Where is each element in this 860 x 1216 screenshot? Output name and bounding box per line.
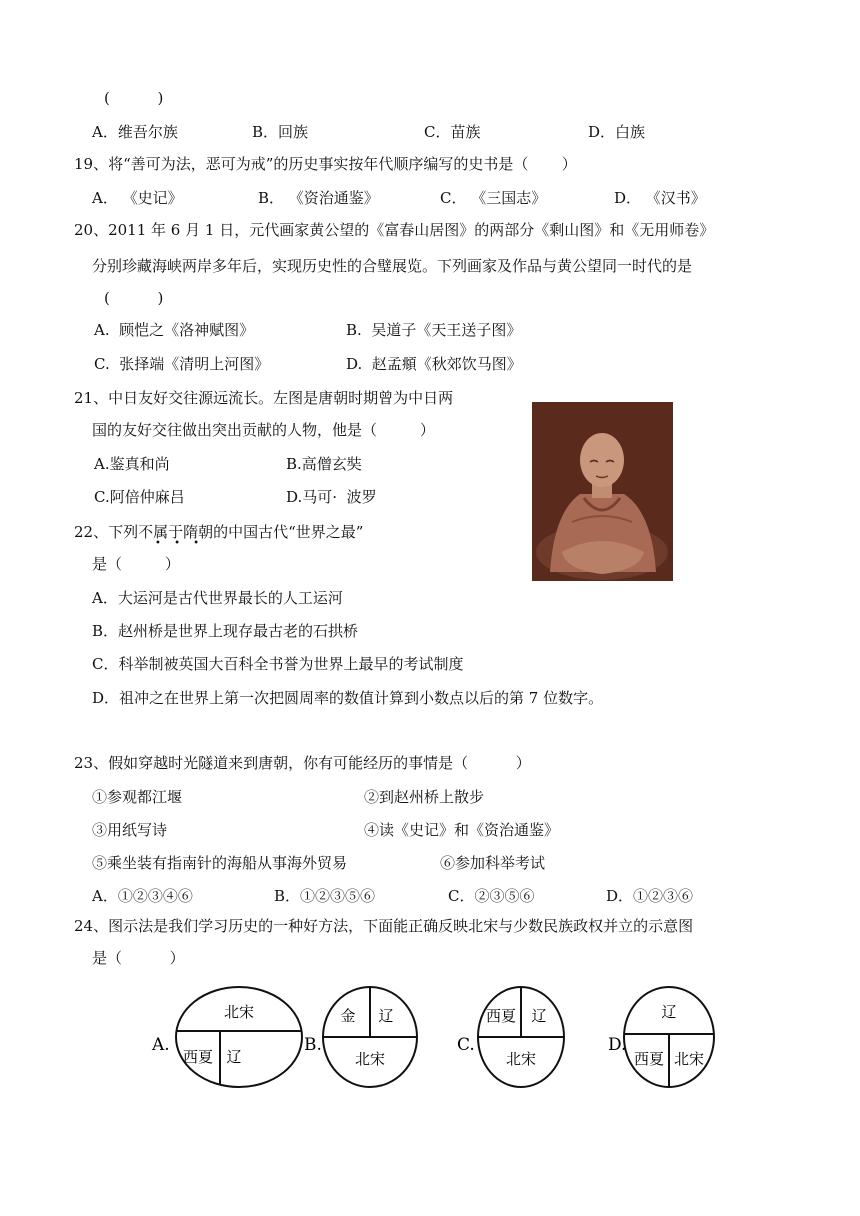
diagram-option-b [302, 984, 452, 1094]
q20-option-a: A. 顾恺之《洛神赋图》 [94, 321, 255, 339]
q24-stem-line2: 是（ ） [92, 949, 185, 967]
q22-option-b: B．赵州桥是世界上现存最古老的石拱桥 [92, 622, 359, 640]
q18-answer-paren: ( ) [104, 89, 164, 107]
q22-option-a: A．大运河是古代世界最长的人工运河 [92, 589, 343, 607]
diagram-b-top-left-label: 金 [340, 1007, 356, 1025]
q19-option-c: C． 《三国志》 [440, 189, 547, 207]
diagram-d-top-label: 辽 [661, 1003, 677, 1021]
diagram-option-c [455, 984, 605, 1094]
diagram-b-bottom-label: 北宋 [354, 1050, 386, 1068]
q22-option-d: D．祖冲之在世界上第一次把圆周率的数值计算到小数点以后的第 7 位数字。 [92, 689, 604, 707]
q23-item-2: ②到赵州桥上散步 [364, 788, 485, 806]
q19-option-d: D． 《汉书》 [614, 189, 706, 207]
diagram-d-letter: D. [608, 1035, 627, 1055]
q22-stem-line1: 22、下列不属于隋朝的中国古代“世界之最” [74, 523, 364, 541]
diagram-option-d [606, 984, 756, 1094]
q20-stem-line2: 分别珍藏海峡两岸多年后，实现历史性的合璧展览。下列画家及作品与黄公望同一时代的是 [92, 257, 693, 275]
q20-answer-paren: ( ) [104, 289, 164, 307]
q21-option-c: C.阿倍仲麻吕 [94, 488, 185, 506]
diagram-c-top-left-label: 西夏 [485, 1007, 517, 1025]
diagram-c-letter: C. [457, 1035, 475, 1055]
q22-option-c: C．科举制被英国大百科全书誉为世界上最早的考试制度 [92, 655, 464, 673]
diagram-b-letter: B. [304, 1035, 322, 1055]
monk-statue-photo [532, 402, 673, 581]
q23-stem: 23、假如穿越时光隧道来到唐朝，你有可能经历的事情是（ ） [74, 754, 531, 772]
diagram-c-top-right-label: 辽 [531, 1007, 547, 1025]
q23-option-d: D．①②③⑥ [606, 887, 694, 905]
q23-option-c: C．②③⑤⑥ [448, 887, 535, 905]
diagram-a-oval [176, 987, 302, 1087]
diagram-a-letter: A. [152, 1035, 170, 1055]
q23-item-1: ①参观都江堰 [92, 788, 183, 806]
q23-item-5: ⑤乘坐装有指南针的海船从事海外贸易 [92, 854, 348, 872]
diagram-d-bottom-right-label: 北宋 [673, 1050, 705, 1068]
q19-option-b: B． 《资治通鉴》 [258, 189, 379, 207]
q23-item-3: ③用纸写诗 [92, 821, 168, 839]
diagram-c-bottom-label: 北宋 [505, 1050, 537, 1068]
diagram-a-top-label: 北宋 [223, 1003, 255, 1021]
q23-item-4: ④读《史记》和《资治通鉴》 [364, 821, 560, 839]
q21-stem-line1: 21、中日友好交往源远流长。左图是唐朝时期曾为中日两 [74, 389, 454, 407]
diagram-d-bottom-left-label: 西夏 [633, 1050, 665, 1068]
q18-option-d: D．白族 [588, 123, 646, 141]
q20-option-c: C. 张择端《清明上河图》 [94, 355, 270, 373]
q19-stem: 19、将“善可为法，恶可为戒”的历史事实按年代顺序编写的史书是（ ） [74, 155, 577, 173]
q23-item-6: ⑥参加科举考试 [440, 854, 546, 872]
q23-option-b: B．①②③⑤⑥ [274, 887, 376, 905]
diagram-a-bottom-right-label: 辽 [226, 1048, 242, 1066]
q23-option-a: A．①②③④⑥ [92, 887, 193, 905]
q22-stem-line2: 是（ ） [92, 555, 180, 573]
q18-option-a: A．维吾尔族 [92, 123, 178, 141]
q18-option-b: B．回族 [252, 123, 309, 141]
q20-option-b: B. 吴道子《天王送子图》 [346, 321, 522, 339]
q21-option-d: D.马可· 波罗 [286, 488, 377, 506]
emphasis-dots: • • • [155, 538, 205, 549]
q19-option-a: A． 《史记》 [92, 189, 183, 207]
q21-stem-line2: 国的友好交往做出突出贡献的人物，他是（ ） [92, 421, 435, 439]
q18-option-c: C．苗族 [424, 123, 481, 141]
seated-monk-figure [532, 402, 673, 581]
q20-stem-line1: 20、2011 年 6 月 1 日，元代画家黄公望的《富春山居图》的两部分《剩山图》和《无用师卷》 [74, 221, 715, 239]
q21-option-a: A.鉴真和尚 [94, 455, 170, 473]
diagram-option-a [150, 984, 300, 1094]
q21-option-b: B.高僧玄奘 [286, 455, 362, 473]
diagram-a-bottom-left-label: 西夏 [182, 1048, 214, 1066]
diagram-b-top-right-label: 辽 [378, 1007, 394, 1025]
q20-option-d: D. 赵孟頫《秋郊饮马图》 [346, 355, 522, 373]
q24-stem-line1: 24、图示法是我们学习历史的一种好方法，下面能正确反映北宋与少数民族政权并立的示意图 [74, 917, 694, 935]
